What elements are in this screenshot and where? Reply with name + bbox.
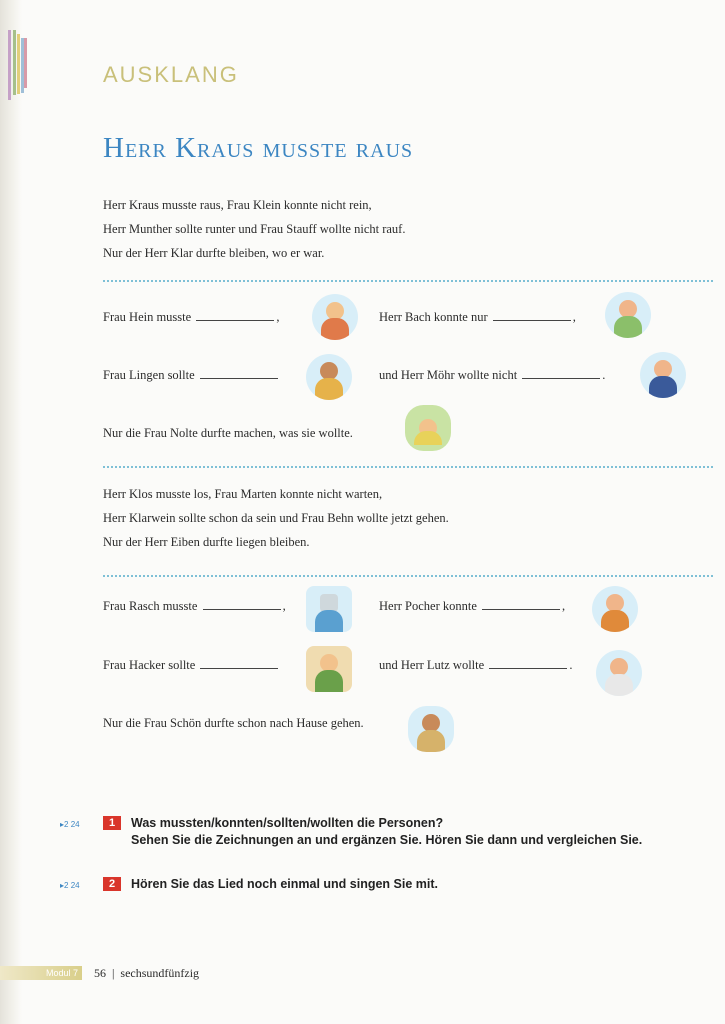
verse-line: Herr Klarwein sollte schon da sein und Frau Behn wollte jetzt gehen. — [103, 511, 449, 525]
book-spine-edge — [0, 0, 22, 1024]
answer-blank[interactable] — [522, 367, 600, 379]
task-instruction: Hören Sie das Lied noch einmal und singen Sie mit. — [131, 877, 439, 891]
audio-track-number: ▸2 24 — [60, 820, 80, 829]
illustration-woman-going-home — [408, 706, 454, 752]
exercise-line: und Herr Lutz wollte . — [379, 658, 573, 672]
module-tab: Modul 7 — [0, 966, 82, 980]
verse-line: Herr Klos musste los, Frau Marten konnte nicht warten, — [103, 487, 383, 501]
illustration-woman-shouting — [312, 294, 358, 340]
footer-separator: | — [112, 966, 115, 980]
task-instruction: Sehen Sie die Zeichnungen an und ergänzen Sie. Hören Sie dann und vergleichen Sie. — [131, 833, 643, 847]
exercise-line: Frau Rasch musste , — [103, 599, 286, 613]
exercise-line: Frau Hein musste , — [103, 310, 280, 324]
answer-blank[interactable] — [489, 657, 567, 669]
answer-blank[interactable] — [482, 598, 560, 610]
exercise-line: Herr Bach konnte nur , — [379, 310, 576, 324]
exercise-text: Frau Hein musste — [103, 310, 192, 324]
page-tab-marker — [13, 30, 16, 95]
page-number-word: sechsundfünfzig — [120, 966, 200, 980]
page-tab-marker — [17, 34, 20, 94]
answer-blank[interactable] — [493, 309, 571, 321]
exercise-line — [103, 367, 280, 383]
page-footer — [94, 966, 199, 981]
verse-line: Nur der Herr Klar durfte bleiben, wo er war. — [103, 246, 325, 260]
answer-blank[interactable] — [203, 598, 281, 610]
page-tab-marker — [8, 30, 11, 100]
exercise-text: Frau Hacker sollte — [103, 658, 196, 672]
exercise-line: Nur die Frau Nolte durfte machen, was sie wollte. — [103, 426, 353, 440]
exercise-text: Frau Lingen sollte — [103, 368, 195, 382]
illustration-man-covering-ears — [640, 352, 686, 398]
exercise-text: und Herr Möhr wollte nicht — [379, 368, 518, 382]
task-instruction: Was mussten/konnten/sollten/wollten die Personen? — [131, 816, 444, 830]
answer-blank[interactable] — [200, 657, 278, 669]
task-number-badge: 2 — [103, 877, 121, 891]
verse-line: Herr Munther sollte runter und Frau Stauff wollte nicht rauf. — [103, 222, 406, 236]
task-number-badge: 1 — [103, 816, 121, 830]
exercise-line: Nur die Frau Schön durfte schon nach Hause gehen. — [103, 716, 364, 730]
illustration-woman-washing-machine — [306, 586, 352, 632]
exercise-text: Herr Bach konnte nur — [379, 310, 488, 324]
dotted-divider — [103, 280, 713, 282]
verse-line: Herr Kraus musste raus, Frau Klein konnte nicht rein, — [103, 198, 372, 212]
page-number: 56 — [94, 966, 106, 980]
answer-blank[interactable] — [200, 367, 278, 379]
page-tab-marker — [24, 38, 27, 88]
audio-track-number: ▸2 24 — [60, 881, 80, 890]
illustration-man-cooking — [592, 586, 638, 632]
illustration-man-laughing — [605, 292, 651, 338]
exercise-text: und Herr Lutz wollte — [379, 658, 485, 672]
dotted-divider — [103, 575, 713, 577]
section-label: AUSKLANG — [103, 62, 239, 87]
answer-blank[interactable] — [196, 309, 274, 321]
exercise-line: Herr Pocher konnte , — [379, 599, 566, 613]
verse-line: Nur der Herr Eiben durfte liegen bleiben. — [103, 535, 310, 549]
exercise-text: Herr Pocher konnte — [379, 599, 477, 613]
dotted-divider — [103, 466, 713, 468]
illustration-woman-singing — [306, 354, 352, 400]
illustration-woman-in-kitchen — [306, 646, 352, 692]
exercise-text: Frau Rasch musste — [103, 599, 198, 613]
illustration-man-sweeping — [596, 650, 642, 696]
page-title: Herr Kraus musste raus — [103, 132, 414, 164]
illustration-woman-lying-in-grass — [405, 405, 451, 451]
exercise-line — [103, 657, 280, 673]
exercise-line: und Herr Möhr wollte nicht . — [379, 368, 606, 382]
